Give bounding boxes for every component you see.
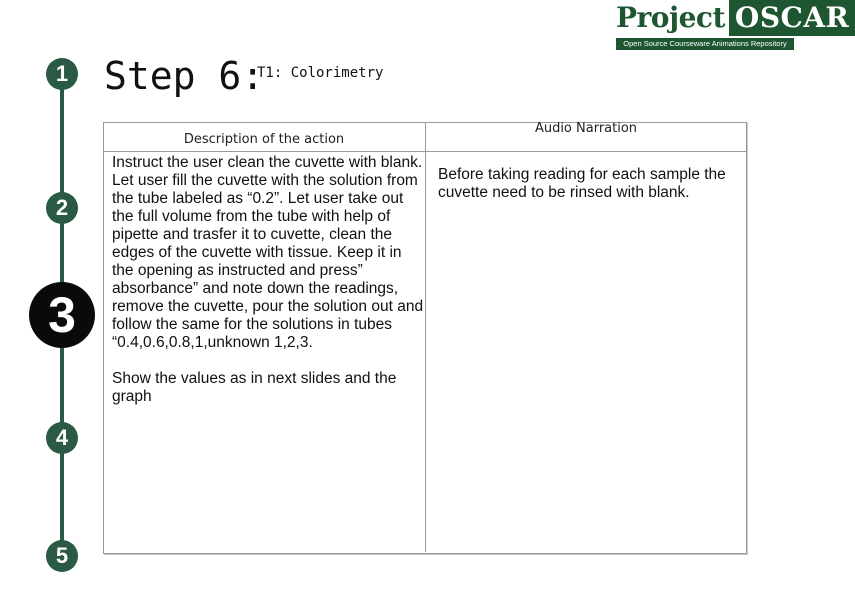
logo-word-oscar: OSCAR	[729, 0, 855, 36]
step-title: Step 6:	[104, 54, 265, 98]
column-header-narration: Audio Narration	[534, 121, 638, 136]
timeline-step-5: 5	[46, 540, 78, 572]
timeline-step-4: 4	[46, 422, 78, 454]
header-divider	[103, 151, 746, 152]
column-header-description: Description of the action	[183, 132, 345, 147]
logo-tagline: Open Source Courseware Animations Repository	[616, 38, 794, 50]
description-cell	[112, 154, 424, 406]
timeline-step-2: 2	[46, 192, 78, 224]
description-paragraph-1: Instruct the user clean the cuvette with blank. Let user fill the cuvette with the solution from the tube labeled as “0.2”. Let user take out the full volume from the tube with help of pipette and trasfer it to cuvette, clean the edges of the cuvette with tissue. Keep it in the opening as instructed and press” absorbance” and note down the readings, remove the cuvette, pour the solution out and follow the same for the solutions in tubes “0.4,0.6,0.8,1,unknown 1,2,3.	[112, 154, 424, 351]
column-divider	[425, 122, 426, 552]
logo-word-project: Project	[612, 0, 729, 36]
logo-wordmark	[612, 0, 855, 36]
timeline-step-1: 1	[46, 58, 78, 90]
description-paragraph-2: Show the values as in next slides and the graph	[112, 370, 397, 405]
step-subtitle: T1: Colorimetry	[257, 65, 384, 81]
narration-cell: Before taking reading for each sample the cuvette need to be rinsed with blank.	[438, 166, 726, 201]
project-oscar-logo	[612, 0, 850, 52]
timeline-step-3-current: 3	[29, 282, 95, 348]
